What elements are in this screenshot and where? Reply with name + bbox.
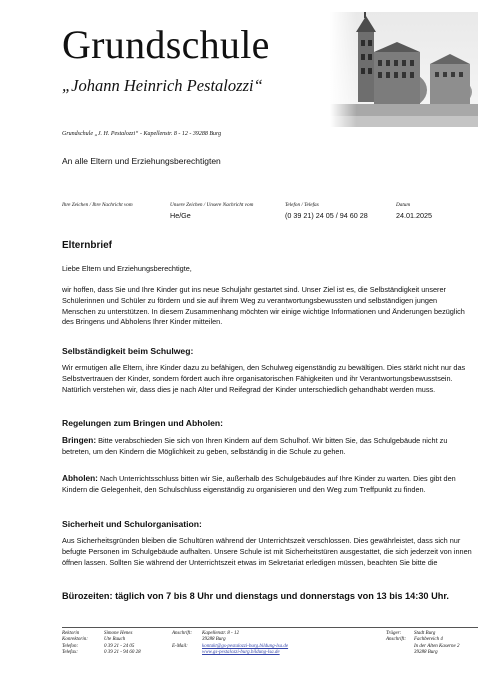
date-value: 24.01.2025: [396, 211, 432, 220]
website-link[interactable]: www.gs-pestalozzi-burg.bildung-lsa.de: [202, 650, 280, 656]
footer-address-values: [202, 631, 288, 657]
letter-title: Elternbrief: [62, 240, 113, 251]
footer-divider: [62, 627, 478, 628]
konrektorin-value: Ute Rauch: [104, 637, 126, 643]
traeger-street: Fachbereich 4: [414, 637, 443, 643]
our-reference-value: He/Ge: [170, 211, 191, 220]
our-reference: [170, 201, 253, 220]
footer-carrier-values: [414, 631, 459, 657]
salutation: Liebe Eltern und Erziehungsberechtigte,: [62, 264, 192, 273]
telefon-value: 0 39 21 - 24 05: [104, 643, 135, 649]
office-hours: Bürozeiten: täglich von 7 bis 8 Uhr und dienstags und donnerstags von 13 bis 14:30 Uhr.: [62, 591, 449, 601]
traeger-city: 39288 Burg: [414, 650, 438, 656]
footer-carrier-labels: [386, 631, 406, 644]
traeger-label: Träger:: [386, 631, 402, 636]
rektorin-value: Simone Henes: [104, 631, 133, 636]
section-heading-sicherheit: Sicherheit und Schulorganisation:: [62, 519, 202, 529]
paragraph-sicherheit: Aus Sicherheitsgründen bleiben die Schultüren während der Unterrichtszeit verschlossen. Dies gewährleistet, dass sich nur befugte Personen im Schulgebäude aufhalten. Unsere Schule ist mit Sicherheitstüren ausgestattet, die sich jederzeit von innen öffnen lassen. Sollten Sie während der Unterrichtszeit etwas im Sekretariat erledigen müssen, beachten Sie bitte die: [62, 536, 472, 567]
telefon-label: Telefon:: [62, 643, 79, 649]
telefax-label: Telefax:: [62, 650, 78, 656]
school-building-photo: [330, 12, 478, 127]
footer-staff-labels: [62, 631, 88, 657]
sender-address-line: Grundschule „J. H. Pestalozzi“ - Kapellenstr. 8 - 12 - 39288 Burg: [62, 131, 222, 137]
your-reference-label: Ihre Zeichen / Ihre Nachricht vom: [62, 202, 133, 208]
email-label: E-Mail:: [172, 643, 188, 649]
rektorin-label: Rektorin: [62, 631, 80, 636]
paragraph-bringen: [62, 435, 472, 458]
bringen-text: Bitte verabschieden Sie sich von Ihren Kindern auf dem Schulhof. Wir bitten Sie, das Schulgebäude nicht zu betreten, um den Kindern die Möglichkeit zu geben, selbständig in die Schule zu gehen.: [62, 436, 448, 456]
footer-staff-values: [104, 631, 141, 657]
recipient-line: An alle Eltern und Erziehungsberechtigten: [62, 156, 221, 166]
phone-reference: [285, 201, 368, 220]
abholen-label: Abholen:: [62, 473, 98, 483]
date-label: Datum: [396, 202, 411, 208]
intro-paragraph: wir hoffen, dass Sie und Ihre Kinder gut ins neue Schuljahr gestartet sind. Unser Ziel ist es, die Selbständigkeit unserer Schülerinnen und Schüler zu fördern und sie auf ihrem Weg zu verantwortungsbewussten und selbständigen jungen Menschen zu unterstützen. In diesem Zusammenhang möchten wir einige wichtige Informationen und Änderungen bezüglich des Bringens und Abholens Ihrer Kinder mitteilen.: [62, 285, 465, 327]
school-name: Grundschule: [62, 22, 270, 67]
section-heading-schulweg: Selbständigkeit beim Schulweg:: [62, 346, 194, 356]
telefax-value: 0 39 21 - 94 60 28: [104, 650, 141, 656]
anschrift-city: 39288 Burg: [202, 637, 226, 643]
traeger-anschrift-label: Anschrift:: [386, 637, 406, 643]
date-reference: [396, 201, 432, 220]
section-heading-regelungen: Regelungen zum Bringen und Abholen:: [62, 418, 224, 428]
your-reference: [62, 201, 133, 210]
konrektorin-label: Konrektorin:: [62, 637, 88, 643]
paragraph-abholen: [62, 473, 472, 496]
traeger-value: Stadt Burg: [414, 631, 436, 636]
bringen-label: Bringen:: [62, 435, 97, 445]
paragraph-schulweg: Wir ermutigen alle Eltern, ihre Kinder dazu zu befähigen, den Schulweg eigenständig zu bewältigen. Dies stärkt nicht nur das Selbstvertrauen der Kinder, sondern fördert auch ihre organisatorischen Fähigkeiten und ihr Verantwortungsbewusstsein. Natürlich verstehen wir, dass dies je nach Alter und Reifegrad der Kinder unterschiedlich gehandhabt werden muss.: [62, 363, 466, 394]
traeger-extra: In der Alten Kaserne 2: [414, 643, 460, 649]
abholen-text: Nach Unterrichtsschluss bitten wir Sie, außerhalb des Schulgebäudes auf Ihre Kinder zu warten. Dies gibt den Kindern die Gelegenheit, den Schulschluss eigenständig zu organisieren und den Weg zum Treffpunkt zu finden.: [62, 474, 456, 494]
phone-value: (0 39 21) 24 05 / 94 60 28: [285, 211, 368, 220]
school-subtitle: „Johann Heinrich Pestalozzi“: [62, 76, 263, 95]
footer-address-labels: [172, 631, 192, 650]
anschrift-street: Kapellenstr. 8 - 12: [202, 631, 239, 636]
our-reference-label: Unsere Zeichen / Unsere Nachricht vom: [170, 202, 254, 208]
email-link[interactable]: kontakt@gs-pestalozzi-burg.bildung-lsa.de: [202, 643, 289, 649]
anschrift-label: Anschrift:: [172, 631, 192, 636]
phone-label: Telefon / Telefax: [285, 202, 319, 208]
